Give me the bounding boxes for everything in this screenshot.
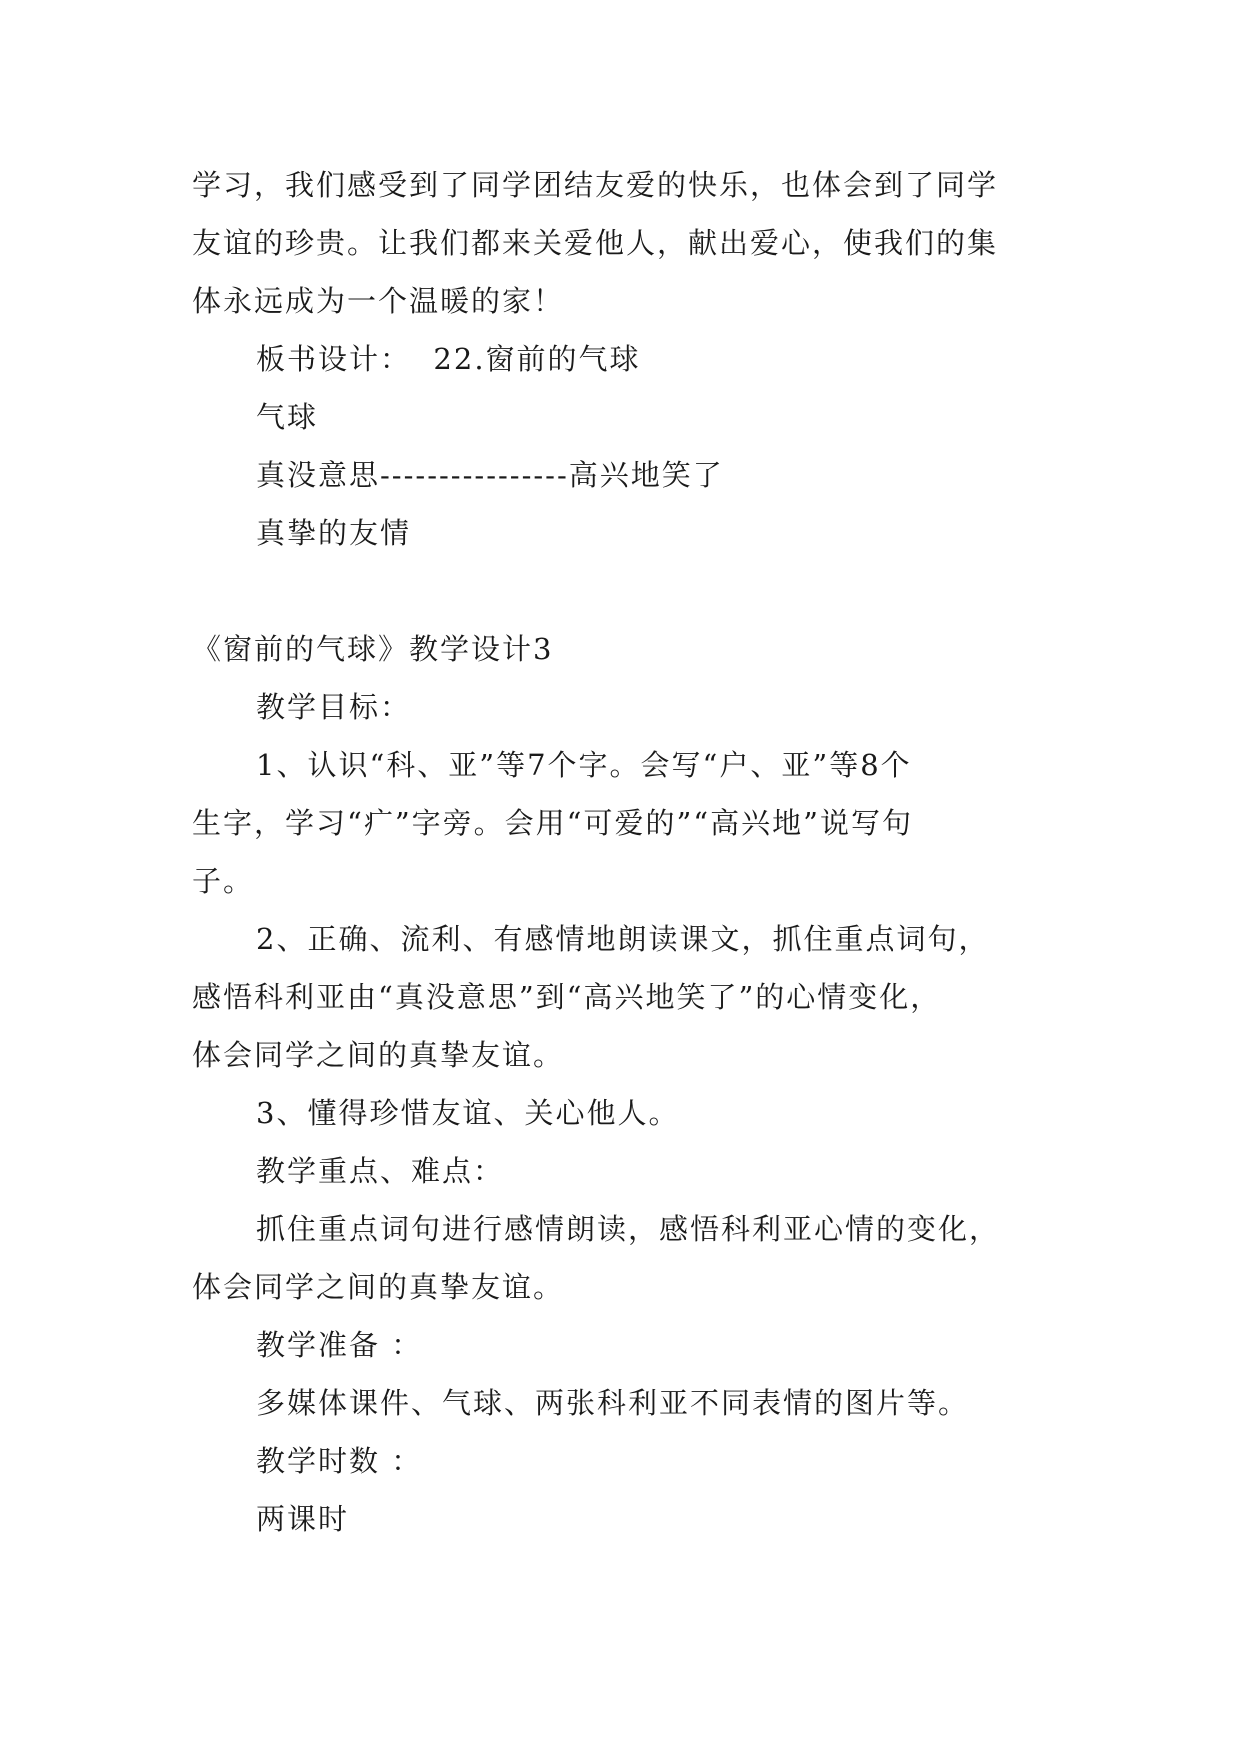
goals-heading: 教学目标： <box>256 690 412 724</box>
paragraph-line: 体永远成为一个温暖的家！ <box>192 284 565 318</box>
goal-1-line: 生字，学习“疒”字旁。会用“可爱的”“高兴地”说写句 <box>192 806 913 840</box>
goal-3-line: 3、懂得珍惜友谊、关心他人。 <box>256 1096 680 1130</box>
prep-heading: 教学准备 ： <box>256 1328 423 1362</box>
board-design-line: 真挚的友情 <box>256 516 412 550</box>
hours-line: 两课时 <box>256 1502 350 1536</box>
section-title: 《窗前的气球》教学设计3 <box>192 632 554 666</box>
hours-heading: 教学时数 ： <box>256 1444 423 1478</box>
goal-2-line: 2、正确、流利、有感情地朗读课文，抓住重点词句， <box>256 922 990 956</box>
prep-line: 多媒体课件、气球、两张科利亚不同表情的图片等。 <box>256 1386 970 1420</box>
paragraph-line: 学习，我们感受到了同学团结友爱的快乐，也体会到了同学 <box>192 168 999 202</box>
board-design-line: 气球 <box>256 400 319 434</box>
goal-1-line: 子。 <box>192 864 255 898</box>
goal-2-line: 感悟科利亚由“真没意思”到“高兴地笑了”的心情变化， <box>192 980 942 1014</box>
board-design-heading: 板书设计： 22.窗前的气球 <box>256 342 641 376</box>
goal-2-line: 体会同学之间的真挚友谊。 <box>192 1038 565 1072</box>
key-points-heading: 教学重点、难点： <box>256 1154 505 1188</box>
paragraph-line: 友谊的珍贵。让我们都来关爱他人，献出爱心，使我们的集 <box>192 226 999 260</box>
key-points-line: 抓住重点词句进行感情朗读，感悟科利亚心情的变化， <box>256 1212 1001 1246</box>
board-design-line: 真没意思----------------高兴地笑了 <box>256 458 724 492</box>
key-points-line: 体会同学之间的真挚友谊。 <box>192 1270 565 1304</box>
goal-1-line: 1、认识“科、亚”等7个字。会写“户、亚”等8个 <box>256 748 912 782</box>
